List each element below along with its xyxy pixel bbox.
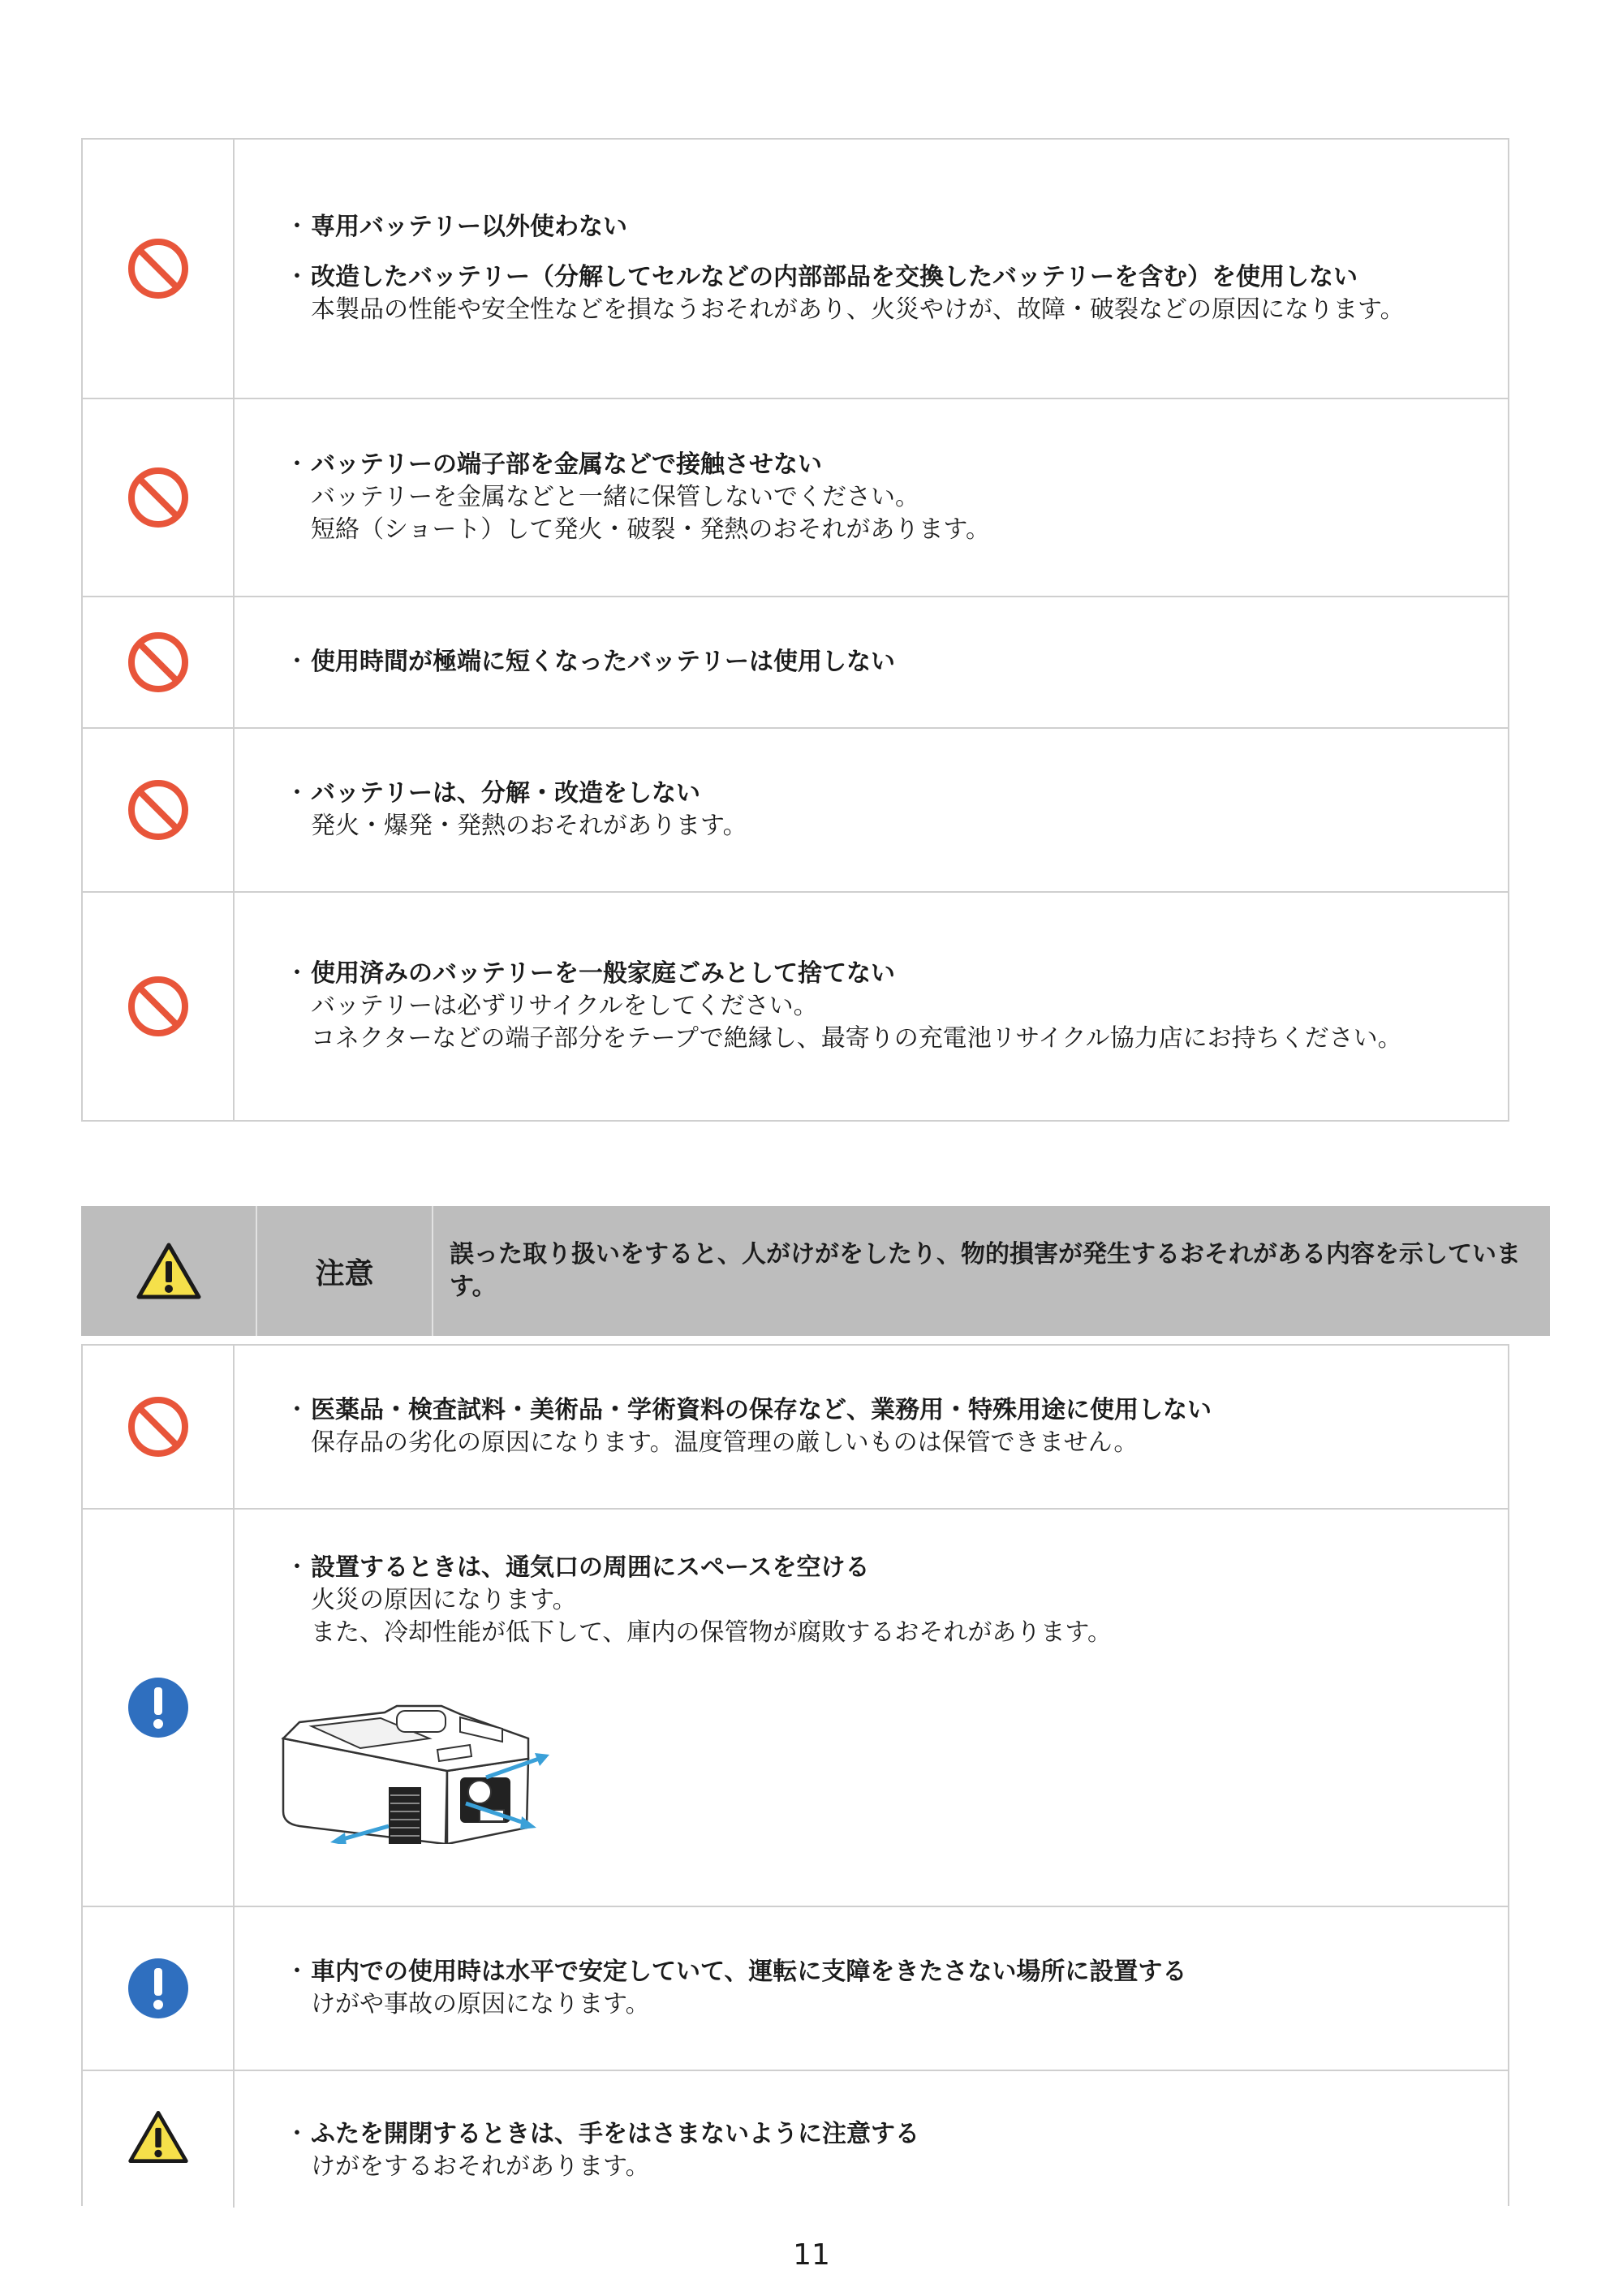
item-note: バッテリーを金属などと一緒に保管しないでください。 <box>311 483 919 511</box>
bullet: ・ <box>285 779 309 808</box>
item-heading: バッテリーは、分解・改造をしない <box>311 779 700 808</box>
prohibition-icon <box>126 630 191 695</box>
text-cell <box>235 597 1508 727</box>
text-cell <box>235 729 1508 891</box>
list-item <box>283 958 1459 1055</box>
caution-table <box>81 1344 1509 2206</box>
bullet: ・ <box>285 450 309 479</box>
list-item <box>283 261 1459 326</box>
list-item <box>283 2118 1459 2183</box>
icon-cell <box>83 893 235 1120</box>
item-note: 短絡（ショート）して発火・破裂・発熱のおそれがあります。 <box>311 515 990 544</box>
bullet: ・ <box>285 959 309 988</box>
prohibition-icon <box>126 236 191 301</box>
caution-row <box>83 1508 1508 1906</box>
item-heading: 医薬品・検査試料・美術品・学術資料の保存など、業務用・特殊用途に使用しない <box>311 1396 1212 1424</box>
list-item <box>283 1956 1459 2021</box>
caution-row <box>83 1346 1508 1508</box>
item-heading: バッテリーの端子部を金属などで接触させない <box>311 450 822 479</box>
caution-triangle-icon <box>127 2109 190 2165</box>
mandatory-action-icon <box>127 1957 190 2020</box>
caution-row <box>83 1906 1508 2070</box>
item-note: けがや事故の原因になります。 <box>311 1990 650 2018</box>
bullet: ・ <box>285 1396 309 1424</box>
list-item <box>283 449 1459 546</box>
caution-triangle-icon <box>135 1241 203 1301</box>
prohibition-icon <box>126 778 191 842</box>
text-cell <box>235 893 1508 1120</box>
caution-icon-cell <box>81 1206 257 1336</box>
item-note: 発火・爆発・発熱のおそれがあります。 <box>311 812 747 840</box>
icon-cell <box>83 729 235 891</box>
item-note: コネクターなどの端子部分をテープで絶縁し、最寄りの充電池リサイクル協力店にお持ちください。 <box>311 1024 1402 1053</box>
prohibition-icon <box>126 974 191 1039</box>
bullet: ・ <box>285 263 309 291</box>
bullet: ・ <box>285 648 309 676</box>
item-note: バッテリーは必ずリサイクルをしてください。 <box>311 992 818 1020</box>
warning-row <box>83 398 1508 596</box>
bullet: ・ <box>285 1553 309 1582</box>
list-item <box>283 1552 1459 1649</box>
item-note: 保存品の劣化の原因になります。温度管理の厳しいものは保管できません。 <box>311 1428 1139 1457</box>
list-item <box>283 778 1459 842</box>
item-heading: 車内での使用時は水平で安定していて、運転に支障をきたさない場所に設置する <box>311 1958 1187 1986</box>
icon-cell <box>83 1346 235 1508</box>
bullet: ・ <box>285 1958 309 1986</box>
item-note: また、冷却性能が低下して、庫内の保管物が腐敗するおそれがあります。 <box>311 1618 1112 1647</box>
item-note: けがをするおそれがあります。 <box>311 2152 650 2181</box>
list-item <box>283 211 1459 243</box>
warning-row <box>83 140 1508 398</box>
text-cell <box>235 1907 1508 2070</box>
icon-cell <box>83 1510 235 1906</box>
item-heading: 改造したバッテリー（分解してセルなどの内部部品を交換したバッテリーを含む）を使用しない <box>311 263 1358 291</box>
list-item <box>283 646 1459 678</box>
bullet: ・ <box>285 2120 309 2148</box>
text-cell <box>235 1510 1508 1906</box>
warning-table <box>81 138 1509 1122</box>
prohibition-icon <box>126 465 191 530</box>
mandatory-action-icon <box>127 1676 190 1739</box>
text-cell <box>235 140 1508 398</box>
caution-label: 注意 <box>257 1206 433 1336</box>
item-heading: ふたを開閉するときは、手をはさまないように注意する <box>311 2120 919 2148</box>
text-cell <box>235 2071 1508 2208</box>
page-number: 11 <box>793 2238 830 2272</box>
warning-row <box>83 727 1508 891</box>
item-note: 火災の原因になります。 <box>311 1586 577 1614</box>
text-cell <box>235 1346 1508 1508</box>
list-item <box>283 1394 1459 1459</box>
bullet: ・ <box>285 213 309 241</box>
caution-header <box>81 1206 1550 1336</box>
icon-cell <box>83 140 235 398</box>
item-heading: 設置するときは、通気口の周囲にスペースを空ける <box>311 1553 870 1582</box>
text-cell <box>235 399 1508 596</box>
item-heading: 使用時間が極端に短くなったバッテリーは使用しない <box>311 648 895 676</box>
warning-row <box>83 891 1508 1120</box>
warning-row <box>83 596 1508 727</box>
icon-cell <box>83 1907 235 2070</box>
item-heading: 専用バッテリー以外使わない <box>311 213 627 241</box>
icon-cell <box>83 597 235 727</box>
cooler-ventilation-illustration <box>267 1682 575 1844</box>
item-heading: 使用済みのバッテリーを一般家庭ごみとして捨てない <box>311 959 895 988</box>
caution-description: 誤った取り扱いをすると、人がけがをしたり、物的損害が発生するおそれがある内容を示しています。 <box>450 1240 1521 1301</box>
prohibition-icon <box>126 1394 191 1459</box>
item-note: 本製品の性能や安全性などを損なうおそれがあり、火災やけが、故障・破裂などの原因になります。 <box>311 295 1405 324</box>
icon-cell <box>83 399 235 596</box>
caution-row <box>83 2070 1508 2208</box>
icon-cell <box>83 2071 235 2208</box>
